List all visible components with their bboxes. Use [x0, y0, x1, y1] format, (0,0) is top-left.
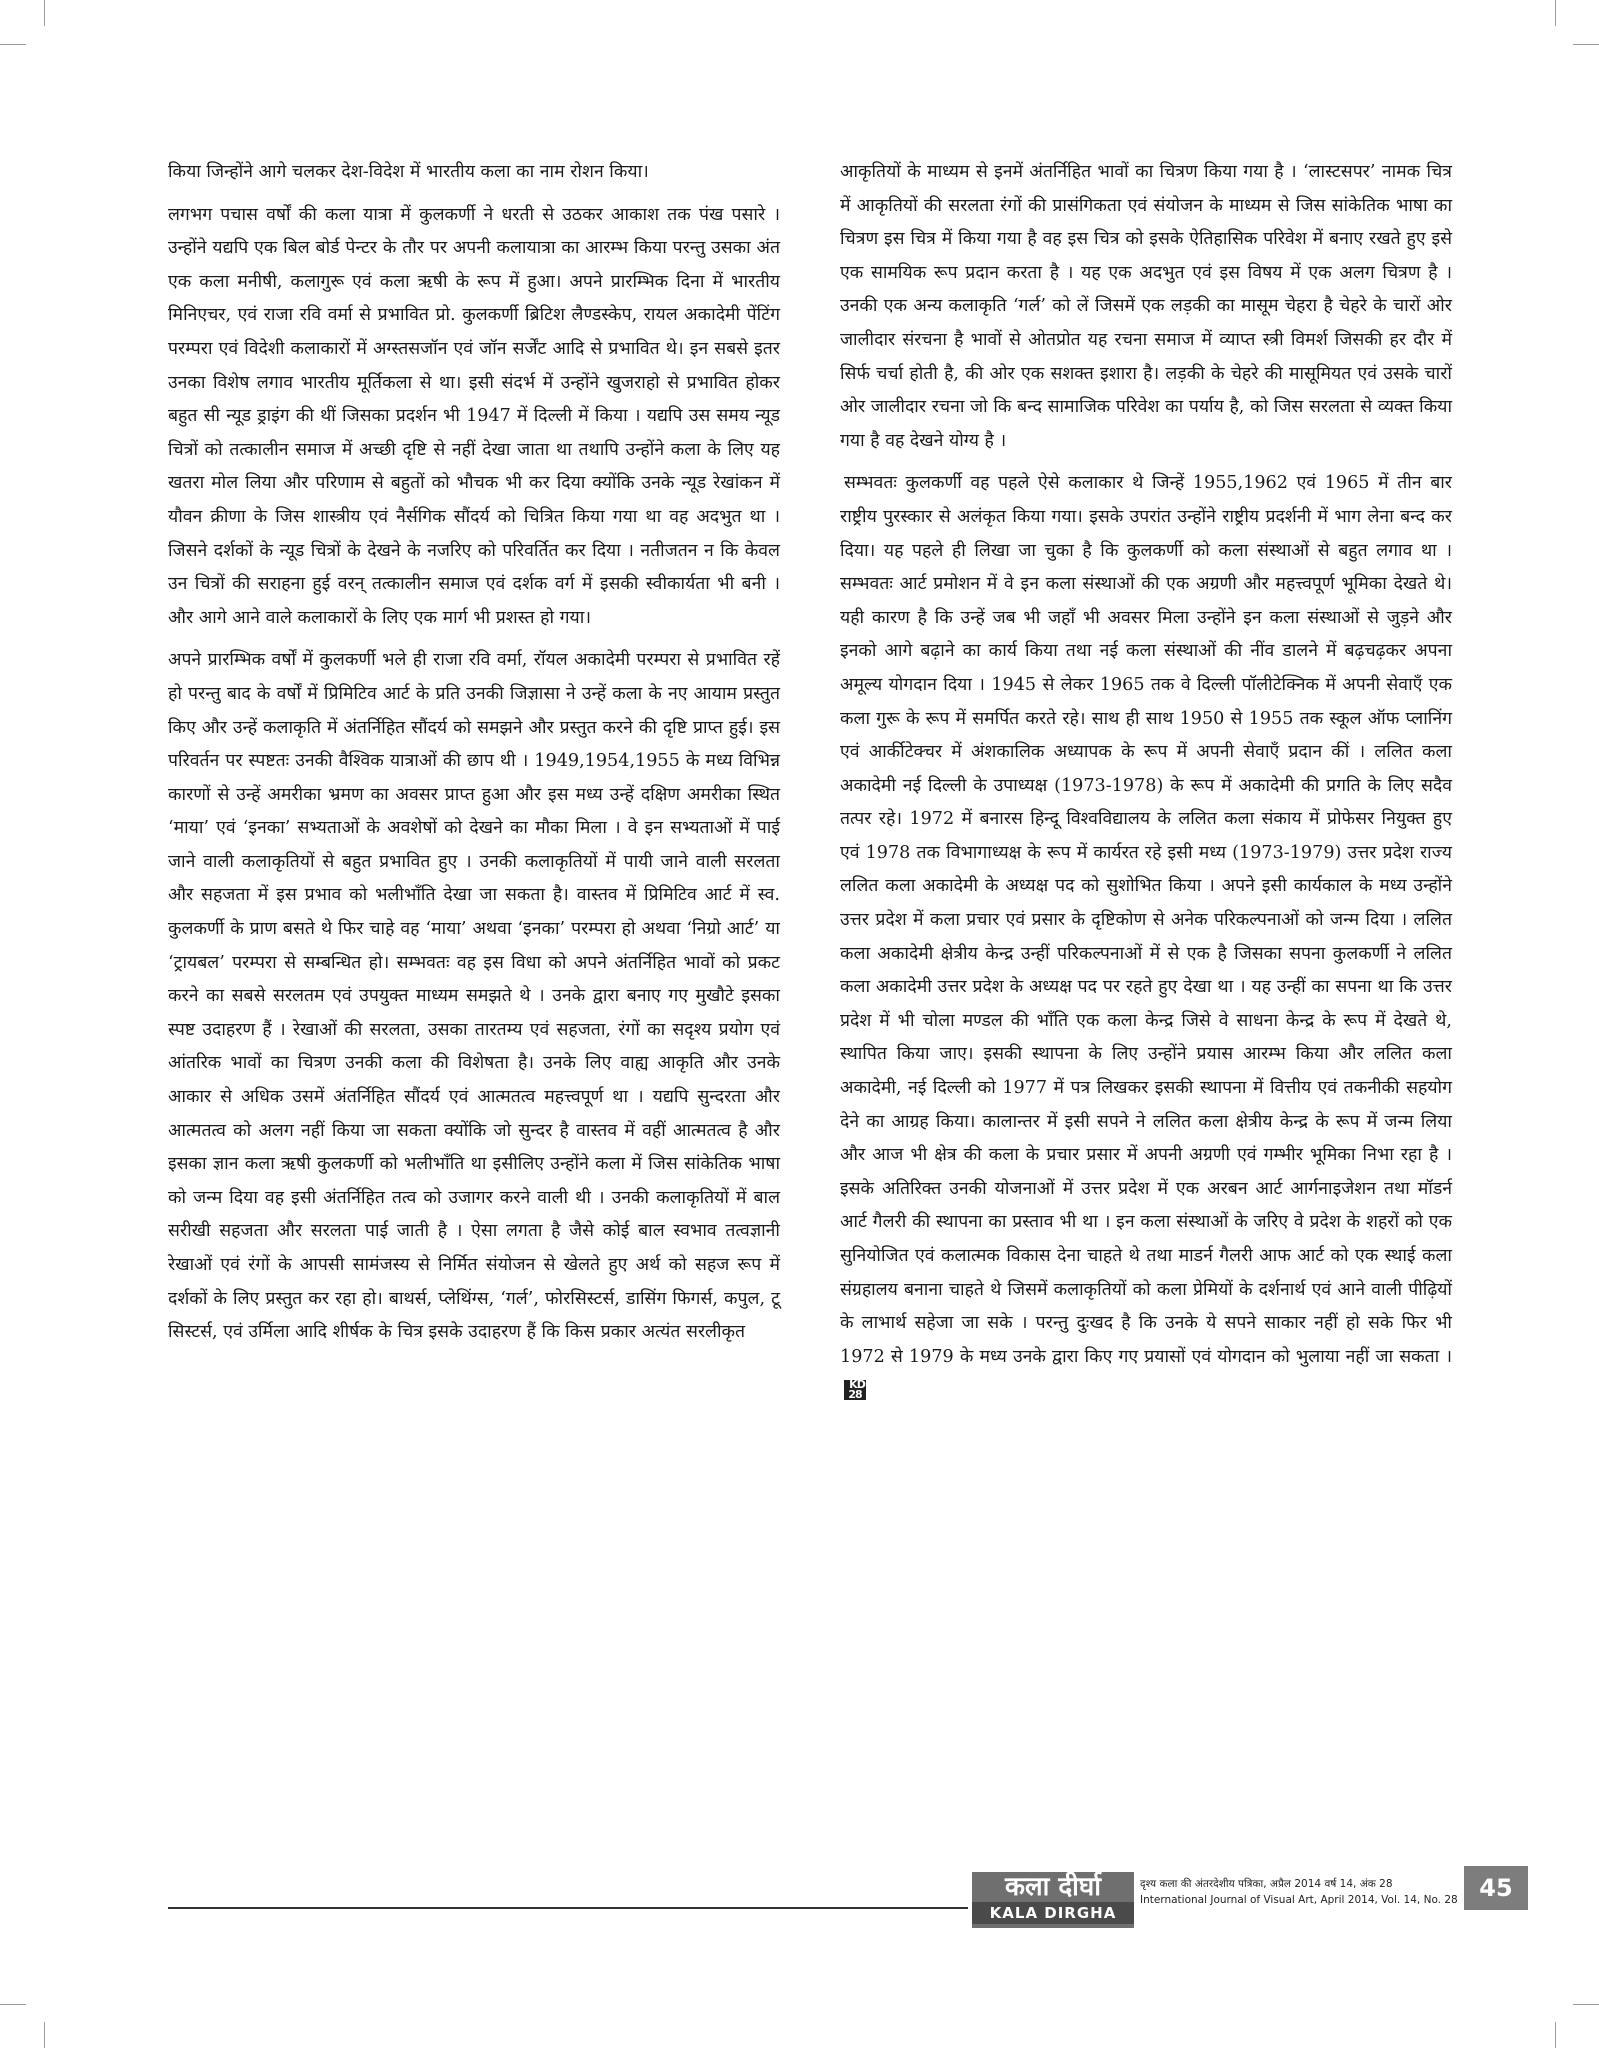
- magazine-logo: [972, 1872, 1134, 1928]
- crop-mark: [44, 2022, 45, 2048]
- crop-mark: [1555, 2022, 1556, 2048]
- journal-line-english: International Journal of Visual Art, April 2014, Vol. 14, No. 28: [1140, 1894, 1458, 1906]
- paragraph: किया जिन्होंने आगे चलकर देश-विदेश में भारतीय कला का नाम रोशन किया।: [168, 162, 649, 182]
- crop-mark: [0, 2004, 26, 2005]
- crop-mark: [44, 0, 45, 26]
- crop-mark: [1555, 0, 1556, 26]
- end-of-article-icon: KD 28: [844, 1380, 866, 1400]
- crop-mark: [0, 44, 26, 45]
- paragraph: [840, 467, 1452, 1408]
- journal-info: [1140, 1876, 1460, 1908]
- logo-english: KALA DIRGHA: [972, 1902, 1134, 1924]
- paragraph-text: सम्भवतः कुलकर्णी वह पहले ऐसे कलाकार थे जिन्हें 1955,1962 एवं 1965 में तीन बार राष्ट्रीय पुरस्कार से अलंकृत किया गया। इसके उपरांत उन्होंने राष्ट्रीय प्रदर्शनी में भाग लेना बन्द कर दिया। यह पहले ही लिखा जा चुका है कि कुलकर्णी को कला संस्थाओं से बहुत लगाव था । सम्भवतः आर्ट प्रमोशन में वे इन कला संस्थाओं की एक अग्रणी और महत्त्वपूर्ण भूमिका देखते थे। यही कारण है कि उन्हें जब भी जहाँ भी अवसर मिला उन्होंने इन कला संस्थाओं से जुड़ने और इनको आगे बढ़ाने का कार्य किया तथा नई कला संस्थाओं की नींव डालने में बढ़चढ़कर अपना अमूल्य योगदान दिया । 1945 से लेकर 1965 तक वे दिल्ली पॉलीटेक्निक में अपनी सेवाएँ एक कला गुरू के रूप में समर्पित करते रहे। साथ ही साथ 1950 से 1955 तक स्कूल ऑफ प्लानिंग एवं आर्कीटेक्चर में अंशकालिक अध्यापक के रूप में अपनी सेवाएँ प्रदान कीं । ललित कला अकादेमी नई दिल्ली के उपाध्यक्ष (1973-1978) के रूप में अकादेमी की प्रगति के लिए सदैव तत्पर रहे। 1972 में बनारस हिन्दू विश्वविद्यालय के ललित कला संकाय में प्रोफेसर नियुक्त हुए एवं 1978 तक विभागाध्यक्ष के रूप में कार्यरत रहे इसी मध्य (1973-1979) उत्तर प्रदेश राज्य ललित कला अकादेमी के अध्यक्ष पद को सुशोभित किया । अपने इसी कार्यकाल के मध्य उन्होंने उत्तर प्रदेश में कला प्रचार एवं प्रसार के दृष्टिकोण से अनेक परिकल्पनाओं को जन्म दिया । ललित कला अकादेमी क्षेत्रीय केन्द्र उन्हीं परिकल्पनाओं में से एक है जिसका सपना कुलकर्णी ने ललित कला अकादेमी उत्तर प्रदेश के अध्यक्ष पद पर रहते हुए देखा था । यह उन्हीं का सपना था कि उत्तर प्रदेश में भी चोला मण्डल की भाँति एक कला केन्द्र जिसे वे साधना केन्द्र के रूप में देखते थे, स्थापित किया जाए। इसकी स्थापना के लिए उन्होंने प्रयास आरम्भ किया और ललित कला अकादेमी, नई दिल्ली को 1977 में पत्र लिखकर इसकी स्थापना में वित्तीय एवं तकनीकी सहयोग देने का आग्रह किया। कालान्तर में इसी सपने ने ललित कला क्षेत्रीय केन्द्र के रूप में जन्म लिया और आज भी क्षेत्र की कला के प्रचार प्रसार में अपनी अग्रणी एवं गम्भीर भूमिका निभा रहा है । इसके अतिरिक्त उनकी योजनाओं में उत्तर प्रदेश में एक अरबन आर्ट आर्गनाइजेशन तथा मॉडर्न आर्ट गैलरी की स्थापना का प्रस्ताव भी था । इन कला संस्थाओं के जरिए वे प्रदेश के शहरों को एक सुनियोजित एवं कलात्मक विकास देना चाहते थे तथा माडर्न गैलरी आफ आर्ट को एक स्थाई कला संग्रहालय बनाना चाहते थे जिसमें कलाकृतियों को कला प्रेमियों के दर्शनार्थ एवं आने वाली पीढ़ियों के लाभार्थ सहेजा जा सके । परन्तु दुःखद है कि उनके ये सपने साकार नहीं हो सके फिर भी 1972 से 1979 के मध्य उनके द्वारा किए गए प्रयासों एवं योगदान को भुलाया नहीं जा सकता ।: [840, 473, 1452, 1367]
- paragraph: अपने प्रारम्भिक वर्षों में कुलकर्णी भले ही राजा रवि वर्मा, रॉयल अकादेमी परम्परा से प्रभावित रहें हो परन्तु बाद के वर्षों में प्रिमिटिव आर्ट के प्रति उनकी जिज्ञासा ने उन्हें कला के नए आयाम प्रस्तुत किए और उन्हें कलाकृति में अंतर्निहित सौंदर्य को समझने और प्रस्तुत करने की दृष्टि प्राप्त हुई। इस परिवर्तन पर स्पष्टतः उनकी वैश्विक यात्राओं की छाप थी । 1949,1954,1955 के मध्य विभिन्न कारणों से उन्हें अमरीका भ्रमण का अवसर प्राप्त हुआ और इस मध्य उन्हें दक्षिण अमरीका स्थित ‘माया’ एवं ‘इनका’ सभ्यताओं के अवशेषों को देखने का मौका मिला । वे इन सभ्यताओं में पाई जाने वाली कलाकृतियों से बहुत प्रभावित हुए । उनकी कलाकृतियों में पायी जाने वाली सरलता और सहजता में इस प्रभाव को भलीभाँति देखा जा सकता है। वास्तव में प्रिमिटिव आर्ट में स्व. कुलकर्णी के प्राण बसते थे फिर चाहे वह ‘माया’ अथवा ‘इनका’ परम्परा हो अथवा ‘निग्रो आर्ट’ या ‘ट्रायबल’ परम्परा से सम्बन्धित हो। सम्भवतः वह इस विधा को अपने अंतर्निहित भावों को प्रकट करने का सबसे सरलतम एवं उपयुक्त माध्यम समझते थे । उनके द्वारा बनाए गए मुखौटे इसका स्पष्ट उदाहरण हैं । रेखाओं की सरलता, उसका तारतम्य एवं सहजता, रंगों का सदृश्य प्रयोग एवं आंतरिक भावों का चित्रण उनकी कला की विशेषता है। उनके लिए वाह्य आकृति और उनके आकार से अधिक उसमें अंतर्निहित सौंदर्य एवं आत्मतत्व महत्त्वपूर्ण था । यद्यपि सुन्दरता और आत्मतत्व को अलग नहीं किया जा सकता क्योंकि जो सुन्दर है वास्तव में वहीं आत्मतत्व है और इसका ज्ञान कला ऋषी कुलकर्णी को भलीभाँति था इसीलिए उन्होंने कला में जिस सांकेतिक भाषा को जन्म दिया वह इसी अंतर्निहित तत्व को उजागर करने वाली थी । उनकी कलाकृतियों में बाल सरीखी सहजता और सरलता पाई जाती है । ऐसा लगता है जैसे कोई बाल स्वभाव तत्वज्ञानी रेखाओं एवं रंगों के आपसी सामंजस्य से निर्मित संयोजन से खेलते हुए अर्थ को सहज रूप में दर्शकों के लिए प्रस्तुत कर रहा हो। बाथर्स, प्लेथिंग्स, ‘गर्ल’, फोरसिस्टर्स, डासिंग फिगर्स, कपुल, टू सिस्टर्स, एवं उर्मिला आदि शीर्षक के चित्र इसके उदाहरण हैं कि किस प्रकार अत्यंत सरलीकृत: [168, 650, 780, 1343]
- paragraph: लगभग पचास वर्षों की कला यात्रा में कुलकर्णी ने धरती से उठकर आकाश तक पंख पसारे । उन्होंने यद्यपि एक बिल बोर्ड पेन्टर के तौर पर अपनी कलायात्रा का आरम्भ किया परन्तु उसका अंत एक कला मनीषी, कलागुरू एवं कला ऋषी के रूप में हुआ। अपने प्रारम्भिक दिना में भारतीय मिनिएचर, एवं राजा रवि वर्मा से प्रभावित प्रो. कुलकर्णी ब्रिटिश लैण्डस्केप, रायल अकादेमी पेंटिंग परम्परा एवं विदेशी कलाकारों में अग्स्तसजॉन एवं जॉन सर्जेंट आदि से प्रभावित थे। इन सबसे इतर उनका विशेष लगाव भारतीय मूर्तिकला से था। इसी संदर्भ में उन्होंने खुजराहो से प्रभावित होकर बहुत सी न्यूड ड्राइंग की थीं जिसका प्रदर्शन भी 1947 में दिल्ली में किया । यद्यपि उस समय न्यूड चित्रों को तत्कालीन समाज में अच्छी दृष्टि से नहीं देखा जाता था तथापि उन्होंने कला के लिए यह खतरा मोल लिया और परिणाम से बहुतों को भौचक भी कर दिया क्योंकि उनके न्यूड रेखांकन में यौवन क्रीणा के जिस शास्त्रीय एवं नैर्सगिक सौंदर्य को चित्रित किया गया था वह अदभुत था । जिसने दर्शकों के न्यूड चित्रों के देखने के नजरिए को परिवर्तित कर दिया । नतीजतन न कि केवल उन चित्रों की सराहना हुई वरन् तत्कालीन समाज एवं दर्शक वर्ग में इसकी स्वीकार्यता भी बनी । और आगे आने वाले कलाकारों के लिए एक मार्ग भी प्रशस्त हो गया।: [168, 204, 780, 628]
- footer-rule: [168, 1907, 968, 1909]
- crop-mark: [1573, 2004, 1599, 2005]
- paragraph: आकृतियों के माध्यम से इनमें अंतर्निहित भावों का चित्रण किया गया है । ‘लास्टसपर’ नामक चित्र में आकृतियों की सरलता रंगों की प्रासंगिकता एवं संयोजन के माध्यम से जिस सांकेतिक भाषा का चित्रण इस चित्र में किया गया है वह इस चित्र को इसके ऐतिहासिक परिवेश में बनाए रखते हुए इसे एक सामयिक रूप प्रदान करता है । यह एक अदभुत एवं इस विषय में एक अलग चित्रण है । उनकी एक अन्य कलाकृति ‘गर्ल’ को लें जिसमें एक लड़की का मासूम चेहरा है चेहरे के चारों ओर जालीदार संरचना है भावों से ओतप्रोत यह रचना समाज में व्याप्त स्त्री विमर्श जिसकी हर दौर में सिर्फ चर्चा होती है, की ओर एक सशक्त इशारा है। लड़की के चेहरे की मासूमियत एवं उसके चारों ओर जालीदार रचना जो कि बन्द सामाजिक परिवेश का पर्याय है, को जिस सरलता से व्यक्त किया गया है वह देखने योग्य है ।: [840, 162, 1452, 451]
- crop-mark: [1573, 44, 1599, 45]
- left-column: [168, 156, 780, 1359]
- right-column: [840, 156, 1452, 1417]
- journal-line-hindi: दृश्य कला की अंतरदेशीय पत्रिका, अप्रैल 2014 वर्ष 14, अंक 28: [1140, 1878, 1393, 1890]
- logo-hindi: कला दीर्घा: [1004, 1872, 1102, 1902]
- page-number: 45: [1464, 1866, 1528, 1910]
